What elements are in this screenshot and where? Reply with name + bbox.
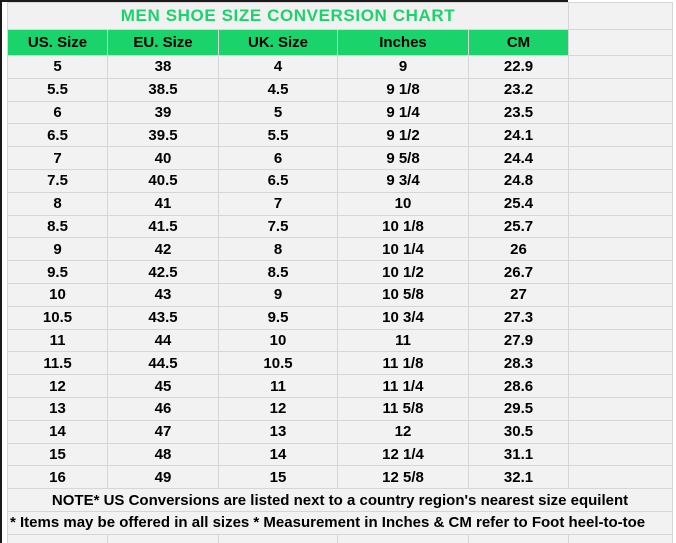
cell-us-size: 7: [8, 147, 108, 170]
empty-spreadsheet-cell: [569, 534, 673, 543]
table-row: [8, 215, 673, 238]
cell-us-size: 10.5: [8, 306, 108, 329]
column-header-inches: Inches: [338, 30, 469, 56]
cell-cm: 24.8: [469, 169, 569, 192]
cell-cm: 23.2: [469, 78, 569, 101]
cell-cm: 27.9: [469, 329, 569, 352]
table-row: [8, 420, 673, 443]
cell-cm: 22.9: [469, 56, 569, 79]
cell-cm: 26.7: [469, 261, 569, 284]
cell-us-size: 12: [8, 375, 108, 398]
cell-uk-size: 10: [219, 329, 338, 352]
cell-uk-size: 7: [219, 192, 338, 215]
empty-spreadsheet-cell: [569, 238, 673, 261]
table-row: [8, 101, 673, 124]
table-row: [8, 443, 673, 466]
cell-inches: 12 1/4: [338, 443, 469, 466]
table-row: [8, 169, 673, 192]
men-shoe-size-conversion-table: [7, 2, 673, 543]
column-header-eu-size: EU. Size: [108, 30, 219, 56]
empty-spreadsheet-cell: [569, 215, 673, 238]
window-left-edge: [0, 0, 2, 543]
cell-eu-size: 39: [108, 101, 219, 124]
cell-inches: 10: [338, 192, 469, 215]
cell-inches: 12 5/8: [338, 466, 469, 489]
cell-us-size: 5: [8, 56, 108, 79]
title-row: [8, 3, 673, 30]
cell-uk-size: 5: [219, 101, 338, 124]
empty-spreadsheet-cell: [569, 30, 673, 56]
cell-uk-size: 13: [219, 420, 338, 443]
page-title: MEN SHOE SIZE CONVERSION CHART: [8, 3, 569, 30]
partial-bottom-row: [8, 534, 673, 543]
cell-eu-size: 42.5: [108, 261, 219, 284]
cell-us-size: 6: [8, 101, 108, 124]
empty-spreadsheet-cell: [569, 375, 673, 398]
table-row: [8, 56, 673, 79]
cell-eu-size: 38: [108, 56, 219, 79]
table-head: [8, 3, 673, 56]
cell-cm: 23.5: [469, 101, 569, 124]
cell-cm: 25.7: [469, 215, 569, 238]
cell-cm: 32.1: [469, 466, 569, 489]
cell-eu-size: 41: [108, 192, 219, 215]
cell-inches: 10 1/2: [338, 261, 469, 284]
cell-cm: 26: [469, 238, 569, 261]
cell-eu-size: 49: [108, 466, 219, 489]
table-row: [8, 375, 673, 398]
cell-uk-size: 4: [219, 56, 338, 79]
cell-inches: 9 5/8: [338, 147, 469, 170]
window-top-edge: [0, 0, 568, 2]
empty-spreadsheet-cell: [569, 420, 673, 443]
empty-spreadsheet-cell: [569, 397, 673, 420]
cell-us-size: 7.5: [8, 169, 108, 192]
table-row: [8, 397, 673, 420]
column-header-uk-size: UK. Size: [219, 30, 338, 56]
cell-us-size: 13: [8, 397, 108, 420]
cell-cm: 27.3: [469, 306, 569, 329]
cell-us-size: 10: [8, 283, 108, 306]
cell-us-size: 6.5: [8, 124, 108, 147]
empty-spreadsheet-cell: [569, 169, 673, 192]
cell-us-size: 8.5: [8, 215, 108, 238]
empty-spreadsheet-cell: [569, 329, 673, 352]
table-row: [8, 283, 673, 306]
empty-spreadsheet-cell: [569, 283, 673, 306]
note-row-2: [8, 511, 673, 534]
cell-cm: 24.1: [469, 124, 569, 147]
cell-eu-size: 41.5: [108, 215, 219, 238]
table-foot: [8, 489, 673, 543]
cell-uk-size: 14: [219, 443, 338, 466]
cell-uk-size: 10.5: [219, 352, 338, 375]
cell-inches: 9 3/4: [338, 169, 469, 192]
cell-uk-size: 7.5: [219, 215, 338, 238]
column-header-row: [8, 30, 673, 56]
table-row: [8, 261, 673, 284]
cell-inches: 11 1/8: [338, 352, 469, 375]
table-row: [8, 329, 673, 352]
cell-inches: 9: [338, 56, 469, 79]
cell-inches: 9 1/2: [338, 124, 469, 147]
cell-uk-size: 11: [219, 375, 338, 398]
cell-inches: 11 1/4: [338, 375, 469, 398]
cell-us-size: 8: [8, 192, 108, 215]
empty-spreadsheet-cell: [569, 192, 673, 215]
cell-us-size: 16: [8, 466, 108, 489]
empty-spreadsheet-cell: [569, 124, 673, 147]
cell-eu-size: 39.5: [108, 124, 219, 147]
cell-uk-size: 8: [219, 238, 338, 261]
empty-spreadsheet-cell: [8, 534, 108, 543]
table-row: [8, 147, 673, 170]
cell-eu-size: 44: [108, 329, 219, 352]
empty-spreadsheet-cell: [108, 534, 219, 543]
empty-spreadsheet-cell: [338, 534, 469, 543]
cell-inches: 9 1/4: [338, 101, 469, 124]
table-row: [8, 78, 673, 101]
cell-eu-size: 42: [108, 238, 219, 261]
empty-spreadsheet-cell: [569, 56, 673, 79]
note-row-1: [8, 489, 673, 512]
cell-inches: 10 3/4: [338, 306, 469, 329]
cell-us-size: 15: [8, 443, 108, 466]
cell-uk-size: 9: [219, 283, 338, 306]
table-row: [8, 466, 673, 489]
empty-spreadsheet-cell: [569, 466, 673, 489]
note-text-conversions: NOTE* US Conversions are listed next to a country region's nearest size equilent: [8, 489, 673, 512]
cell-uk-size: 5.5: [219, 124, 338, 147]
table-body: [8, 56, 673, 489]
cell-cm: 29.5: [469, 397, 569, 420]
empty-spreadsheet-cell: [569, 261, 673, 284]
note-text-measurement: * Items may be offered in all sizes * Measurement in Inches & CM refer to Foot heel-to-toe: [8, 511, 673, 534]
cell-cm: 31.1: [469, 443, 569, 466]
column-header-us-size: US. Size: [8, 30, 108, 56]
cell-inches: 11 5/8: [338, 397, 469, 420]
cell-cm: 27: [469, 283, 569, 306]
cell-us-size: 14: [8, 420, 108, 443]
cell-us-size: 9.5: [8, 261, 108, 284]
table-row: [8, 352, 673, 375]
cell-eu-size: 46: [108, 397, 219, 420]
empty-spreadsheet-cell: [569, 3, 673, 30]
cell-cm: 25.4: [469, 192, 569, 215]
cell-us-size: 9: [8, 238, 108, 261]
cell-uk-size: 4.5: [219, 78, 338, 101]
empty-spreadsheet-cell: [219, 534, 338, 543]
table-row: [8, 124, 673, 147]
cell-uk-size: 15: [219, 466, 338, 489]
cell-inches: 11: [338, 329, 469, 352]
cell-inches: 12: [338, 420, 469, 443]
cell-uk-size: 9.5: [219, 306, 338, 329]
cell-uk-size: 6.5: [219, 169, 338, 192]
cell-eu-size: 48: [108, 443, 219, 466]
empty-spreadsheet-cell: [569, 147, 673, 170]
empty-spreadsheet-cell: [469, 534, 569, 543]
empty-spreadsheet-cell: [569, 352, 673, 375]
cell-inches: 10 1/4: [338, 238, 469, 261]
empty-spreadsheet-cell: [569, 306, 673, 329]
cell-eu-size: 43.5: [108, 306, 219, 329]
table-row: [8, 238, 673, 261]
table-row: [8, 306, 673, 329]
cell-uk-size: 8.5: [219, 261, 338, 284]
cell-eu-size: 47: [108, 420, 219, 443]
cell-us-size: 11.5: [8, 352, 108, 375]
cell-eu-size: 44.5: [108, 352, 219, 375]
cell-eu-size: 43: [108, 283, 219, 306]
cell-eu-size: 40: [108, 147, 219, 170]
cell-cm: 28.3: [469, 352, 569, 375]
empty-spreadsheet-cell: [569, 101, 673, 124]
cell-inches: 10 1/8: [338, 215, 469, 238]
table-row: [8, 192, 673, 215]
cell-cm: 28.6: [469, 375, 569, 398]
cell-inches: 10 5/8: [338, 283, 469, 306]
empty-spreadsheet-cell: [569, 443, 673, 466]
cell-eu-size: 45: [108, 375, 219, 398]
cell-inches: 9 1/8: [338, 78, 469, 101]
cell-cm: 24.4: [469, 147, 569, 170]
cell-us-size: 11: [8, 329, 108, 352]
cell-us-size: 5.5: [8, 78, 108, 101]
cell-uk-size: 12: [219, 397, 338, 420]
empty-spreadsheet-cell: [569, 78, 673, 101]
cell-eu-size: 38.5: [108, 78, 219, 101]
cell-uk-size: 6: [219, 147, 338, 170]
cell-cm: 30.5: [469, 420, 569, 443]
column-header-cm: CM: [469, 30, 569, 56]
cell-eu-size: 40.5: [108, 169, 219, 192]
